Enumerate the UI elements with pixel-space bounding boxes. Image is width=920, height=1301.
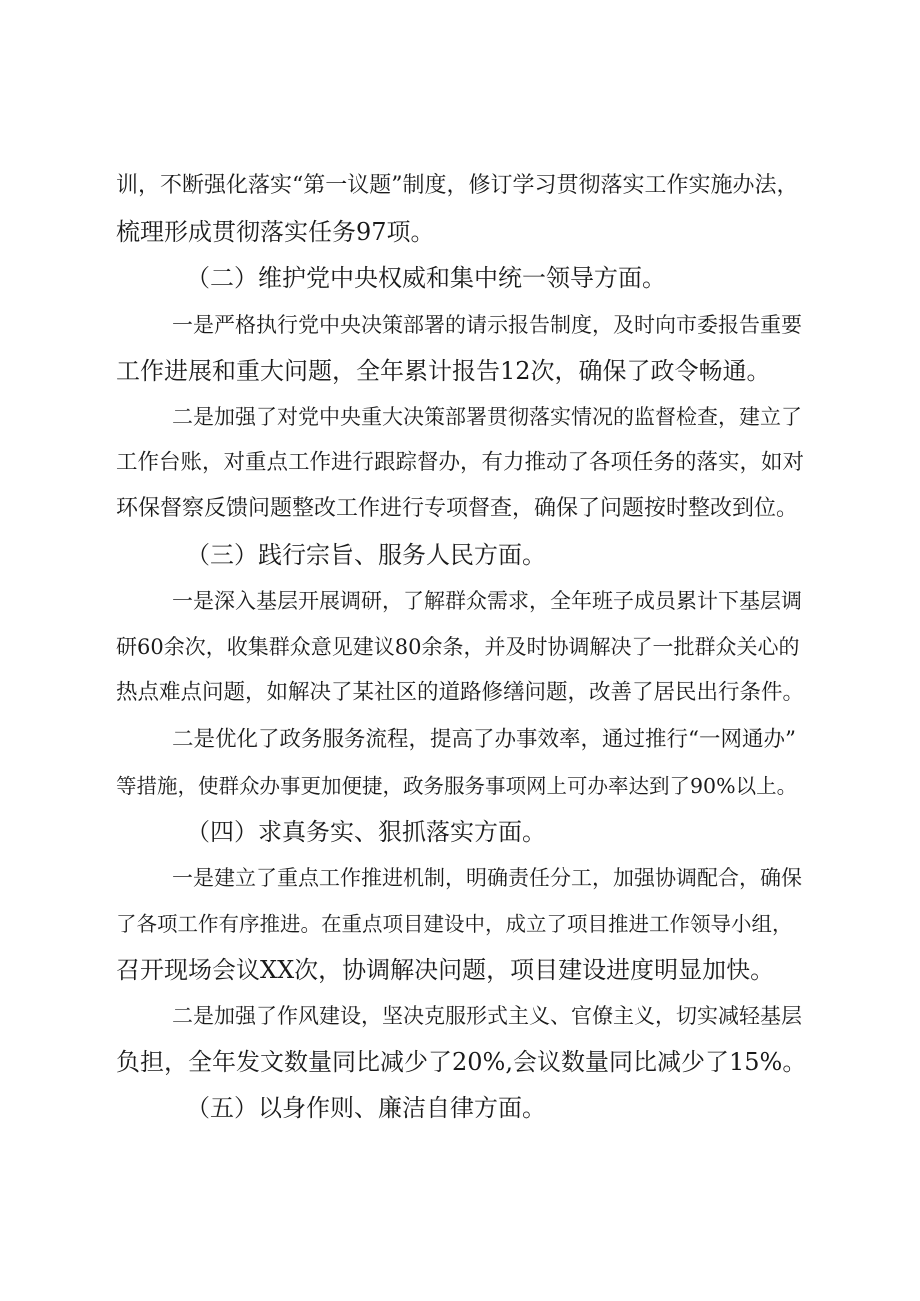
text-line: 召开现场会议XX次，协调解决问题，项目建设进度明显加快。 bbox=[116, 956, 775, 984]
text-line: 二是加强了对党中央重大决策部署贯彻落实情况的监督检查，建立了 bbox=[172, 405, 802, 429]
text-line: 了各项工作有序推进。在重点项目建设中，成立了项目推进工作领导小组， bbox=[116, 912, 793, 936]
text-line: 研60余次，收集群众意见建议80余条，并及时协调解决了一批群众关心的 bbox=[116, 635, 800, 659]
section-heading: （四）求真务实、狠抓落实方面。 bbox=[186, 818, 546, 846]
text-line: 环保督察反馈问题整改工作进行专项督查，确保了问题按时整改到位。 bbox=[116, 496, 799, 521]
text-line: 一是严格执行党中央决策部署的请示报告制度，及时向市委报告重要 bbox=[172, 313, 802, 337]
text-line: 等措施，使群众办事更加便捷，政务服务事项网上可办率达到了90%以上。 bbox=[116, 774, 798, 798]
text-line: 梳理形成贯彻落实任务97项。 bbox=[116, 218, 435, 246]
section-heading: （三）践行宗旨、服务人民方面。 bbox=[186, 541, 546, 569]
text-line: 工作台账，对重点工作进行跟踪督办，有力推动了各项任务的落实，如对 bbox=[116, 450, 805, 475]
text-line: 负担，全年发文数量同比减少了20%,会议数量同比减少了15%。 bbox=[116, 1048, 807, 1076]
text-line: 二是加强了作风建设，坚决克服形式主义、官僚主义，切实减轻基层 bbox=[172, 1004, 802, 1028]
text-line: 训，不断强化落实“第一议题”制度，修订学习贯彻落实工作实施办法， bbox=[116, 173, 799, 198]
section-heading: （二）维护党中央权威和集中统一领导方面。 bbox=[186, 264, 666, 292]
section-heading: （五）以身作则、廉洁自律方面。 bbox=[186, 1094, 546, 1122]
text-line: 一是深入基层开展调研，了解群众需求，全年班子成员累计下基层调 bbox=[172, 589, 802, 613]
text-line: 二是优化了政务服务流程，提高了办事效率，通过推行“一网通办” bbox=[172, 727, 796, 752]
text-line: 工作进展和重大问题，全年累计报告12次，确保了政令畅通。 bbox=[116, 357, 771, 385]
text-line: 热点难点问题，如解决了某社区的道路修缮问题，改善了居民出行条件。 bbox=[116, 680, 805, 705]
text-line: 一是建立了重点工作推进机制，明确责任分工，加强协调配合，确保 bbox=[172, 866, 802, 890]
